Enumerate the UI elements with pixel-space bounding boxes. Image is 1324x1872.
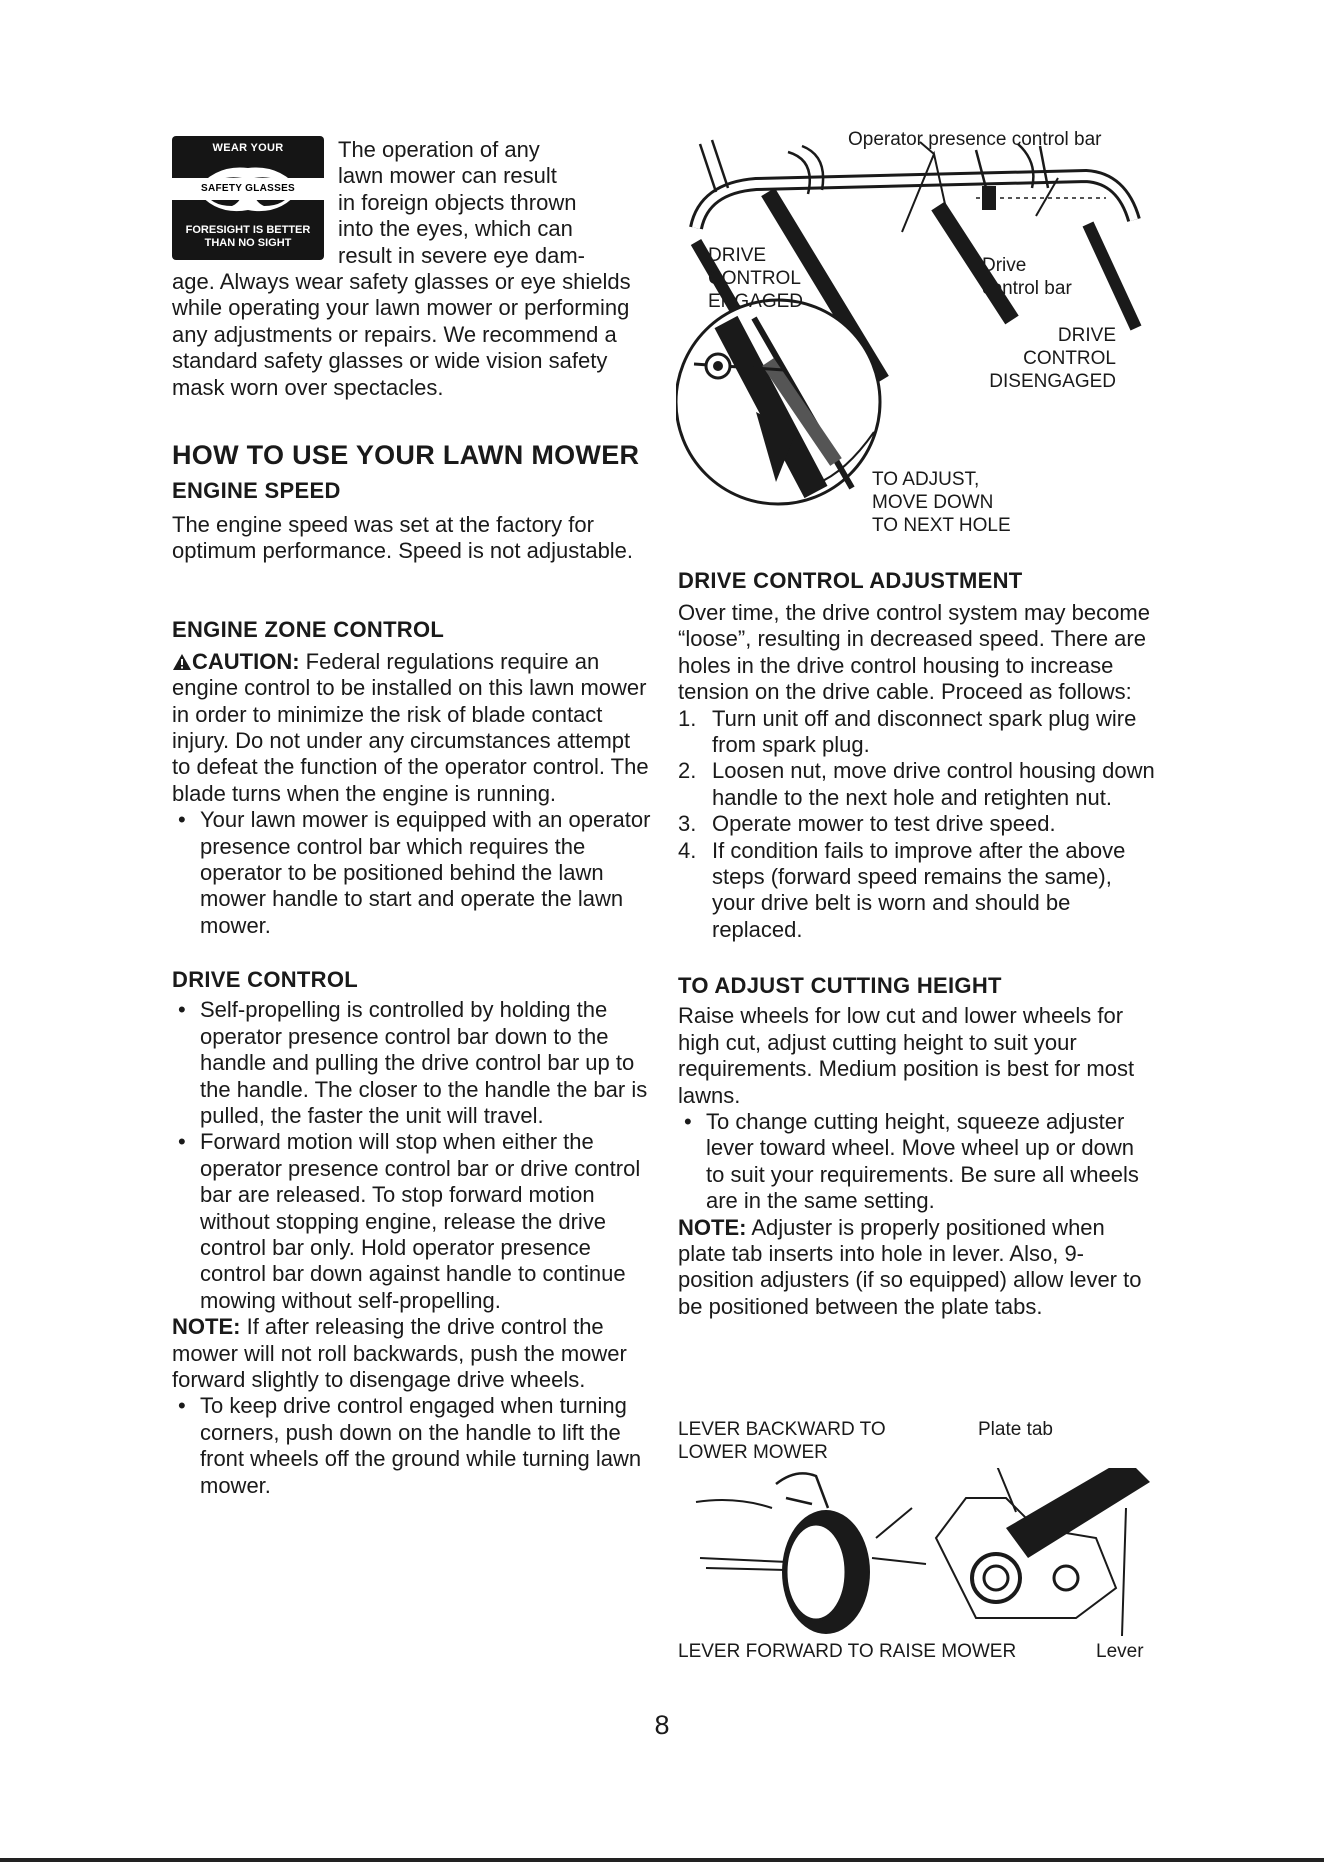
intro-line: result in severe eye dam- — [338, 242, 585, 268]
safety-glasses-badge — [172, 136, 324, 260]
drive-adjust-step — [678, 706, 1156, 759]
caution-paragraph — [172, 649, 652, 807]
drive-control-heading: DRIVE CONTROL — [172, 967, 359, 993]
page-number: 8 — [654, 1710, 670, 1740]
drive-adjust-step — [678, 838, 1156, 944]
drive-adjust-step — [678, 811, 1156, 837]
drive-control-bullet: • Self-propelling is controlled by holding the operator presence control bar down to the handle and pulling the drive control bar up to the handle. The closer to the handle the bar is pulled, the faster the unit will travel. — [172, 997, 652, 1129]
intro-line: into the eyes, which can — [338, 216, 573, 242]
drive-adjust-text: Over time, the drive control system may become “loose”, resulting in decreased speed. There are holes in the drive control housing to increase tension on the drive cable. Proceed as follows: — [678, 600, 1150, 705]
intro-wrapped — [338, 137, 658, 269]
main-heading: HOW TO USE YOUR LAWN MOWER — [172, 440, 640, 470]
lever-label: Lever — [1096, 1641, 1144, 1662]
cutting-height-bullet: • To change cutting height, squeeze adjuster lever toward wheel. Move wheel up or down to suit your requirements. Be sure all wheels are in the same setting. — [678, 1109, 1156, 1215]
step-number: 2. — [678, 758, 697, 784]
drive-disengaged-line: CONTROL — [1023, 348, 1116, 369]
intro-line: lawn mower can result — [338, 163, 557, 189]
lever-back-line: LOWER MOWER — [678, 1442, 828, 1463]
caution-text: Federal regulations require an engine control to be installed on this lawn mower in order to minimize the risk of blade contact injury. Do not under any circumstances attempt to defeat the function of the operator control. The blade turns when the engine is running. — [172, 648, 649, 806]
engine-zone-heading: ENGINE ZONE CONTROL — [172, 616, 445, 642]
adjust-line: MOVE DOWN — [872, 492, 994, 513]
engine-speed-heading: ENGINE SPEED — [172, 478, 341, 503]
badge-band: SAFETY GLASSES — [172, 178, 324, 200]
intro-text: age. Always wear safety glasses or eye shields while operating your lawn mower or performing any adjustments or repairs. We recommend a standard safety glasses or wide vision safety mask worn over spectacles. — [172, 269, 631, 400]
badge-line-2b: THAN NO SIGHT — [204, 237, 292, 249]
adjust-line: TO NEXT HOLE — [872, 515, 1011, 536]
intro-line: in foreign objects thrown — [338, 189, 577, 215]
note-text: Adjuster is properly positioned when plate tab inserts into hole in lever. Also, 9-position adjusters (if so equipped) allow lever to be positioned between the plate tabs. — [678, 1214, 1142, 1319]
step-number: 4. — [678, 837, 697, 863]
step-number: 1. — [678, 705, 697, 731]
operator-bar-label: Operator presence control bar — [848, 129, 1102, 150]
step-text: Operate mower to test drive speed. — [712, 811, 1056, 837]
badge-line-1: WEAR YOUR — [212, 142, 284, 154]
caution-label: CAUTION: — [192, 648, 300, 674]
drive-control-bullet: • To keep drive control engaged when turning corners, push down on the handle to lift the front wheels off the ground while turning lawn mower. — [172, 1393, 652, 1499]
note-label: NOTE: — [678, 1214, 747, 1240]
drive-engaged-label — [708, 244, 803, 313]
cutting-height-heading: TO ADJUST CUTTING HEIGHT — [678, 973, 1002, 999]
step-number: 3. — [678, 811, 697, 837]
left-column — [172, 478, 652, 1499]
drive-bar-line: control bar — [982, 278, 1072, 299]
badge-line-2 — [172, 224, 324, 250]
cutting-height-figure — [676, 1412, 1156, 1662]
badge-line-2a: FORESIGHT IS BETTER — [185, 224, 311, 236]
drive-bar-label — [982, 254, 1072, 300]
drive-adjust-step — [678, 758, 1156, 811]
adjust-line: TO ADJUST, — [872, 469, 980, 490]
lever-back-label — [678, 1418, 886, 1464]
drive-engaged-line: DRIVE — [708, 245, 767, 266]
intro-line: The operation of any — [338, 137, 540, 162]
drive-bar-line: Drive — [982, 255, 1027, 276]
right-column — [678, 568, 1156, 1320]
wheel-adjuster-illustration — [676, 1468, 1156, 1638]
adjust-label — [872, 468, 1011, 537]
step-text: Turn unit off and disconnect spark plug wire from spark plug. — [712, 705, 1137, 758]
drive-control-figure — [676, 129, 1156, 542]
drive-adjust-heading: DRIVE CONTROL ADJUSTMENT — [678, 568, 1023, 593]
note-label: NOTE: — [172, 1314, 241, 1340]
step-text: Loosen nut, move drive control housing down handle to the next hole and retighten nut. — [712, 758, 1155, 810]
drive-engaged-line: ENGAGED — [708, 291, 804, 312]
drive-disengaged-label — [976, 324, 1116, 393]
warning-triangle-icon — [172, 653, 192, 671]
engine-speed-text: The engine speed was set at the factory for optimum performance. Speed is not adjustable. — [172, 512, 634, 564]
note-text: If after releasing the drive control the mower will not roll backwards, push the mower forward slightly to disengage drive wheels. — [172, 1314, 627, 1392]
drive-disengaged-line: DISENGAGED — [989, 371, 1116, 392]
cutting-height-note — [678, 1215, 1156, 1321]
drive-disengaged-line: DRIVE — [1057, 325, 1116, 346]
cutting-height-text: Raise wheels for low cut and lower wheels for high cut, adjust cutting height to suit your requirements. Medium position is best for most lawns. — [678, 1003, 1135, 1108]
engine-zone-bullet: • Your lawn mower is equipped with an operator presence control bar which requires the operator to be positioned behind the lawn mower handle to start and operate the lawn mower. — [172, 807, 652, 939]
lever-forward-label: LEVER FORWARD TO RAISE MOWER — [678, 1641, 1017, 1662]
drive-control-bullet: • Forward motion will stop when either the operator presence control bar or drive control bar are released. To stop forward motion without stopping engine, release the drive control bar only. Hold operator presence control bar down against handle to continue mowing without self-propelling. — [172, 1129, 652, 1314]
drive-engaged-line: CONTROL — [708, 268, 801, 289]
plate-tab-label: Plate tab — [978, 1419, 1053, 1440]
step-text: If condition fails to improve after the above steps (forward speed remains the same), your drive belt is worn and should be replaced. — [712, 837, 1126, 942]
drive-control-note — [172, 1314, 652, 1393]
lever-back-line: LEVER BACKWARD TO — [678, 1419, 886, 1440]
page-bottom-rule — [0, 1858, 1324, 1862]
